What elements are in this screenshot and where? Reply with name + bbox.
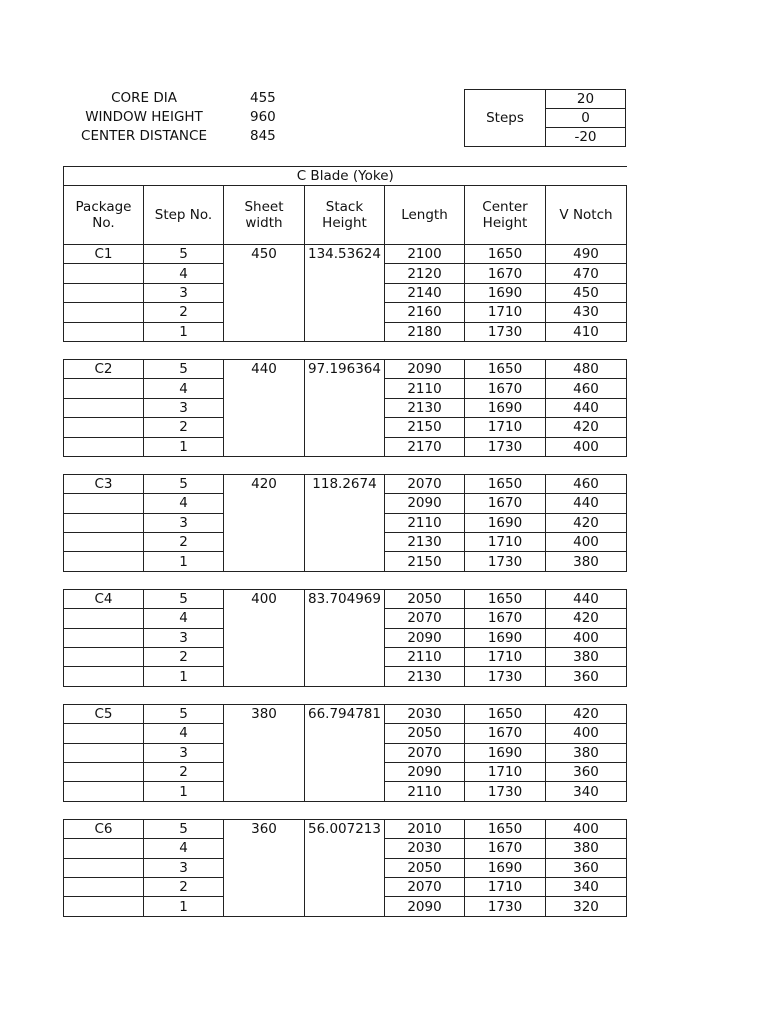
length-cell: 2110 [385, 379, 465, 398]
sheet-width-cell [224, 437, 305, 456]
center-height-cell: 1730 [465, 782, 546, 801]
param-value: 960 [250, 109, 276, 125]
step-no-cell: 1 [144, 782, 224, 801]
stack-height-cell: 66.794781 [305, 704, 385, 723]
stack-height-cell [305, 322, 385, 341]
length-cell: 2130 [385, 533, 465, 552]
step-no-cell: 1 [144, 322, 224, 341]
step-no-cell: 2 [144, 303, 224, 322]
param-label: WINDOW HEIGHT [85, 109, 203, 125]
package-no-cell: C2 [64, 359, 144, 378]
v-notch-cell: 420 [546, 513, 627, 532]
sheet-width-cell [224, 724, 305, 743]
stack-height-cell [305, 283, 385, 302]
sheet-width-cell [224, 533, 305, 552]
length-cell: 2130 [385, 667, 465, 686]
package-no-cell [64, 609, 144, 628]
sheet-width-cell [224, 877, 305, 896]
center-height-cell: 1690 [465, 513, 546, 532]
stack-height-cell [305, 379, 385, 398]
table-row [64, 839, 627, 858]
step-no-cell: 3 [144, 858, 224, 877]
table-row [64, 418, 627, 437]
package-no-cell [64, 494, 144, 513]
table-row [64, 667, 627, 686]
step-no-cell: 2 [144, 533, 224, 552]
package-no-cell [64, 513, 144, 532]
stack-height-header: Stack Height [305, 186, 385, 245]
step-no-cell: 1 [144, 552, 224, 571]
v-notch-cell: 380 [546, 743, 627, 762]
center-height-cell: 1670 [465, 379, 546, 398]
v-notch-cell: 400 [546, 819, 627, 838]
length-cell: 2110 [385, 513, 465, 532]
spacer-cell [64, 341, 627, 359]
stack-height-cell: 118.2674 [305, 474, 385, 493]
sheet-width-cell [224, 398, 305, 417]
step-no-cell: 5 [144, 819, 224, 838]
stack-height-cell [305, 494, 385, 513]
length-cell: 2090 [385, 628, 465, 647]
center-height-cell: 1650 [465, 589, 546, 608]
sheet-width-cell [224, 762, 305, 781]
sheet-width-cell [224, 418, 305, 437]
stack-height-cell [305, 897, 385, 916]
step-no-cell: 5 [144, 245, 224, 264]
length-cell: 2050 [385, 589, 465, 608]
package-no-cell [64, 322, 144, 341]
package-no-cell: C6 [64, 819, 144, 838]
length-cell: 2100 [385, 245, 465, 264]
table-row [64, 858, 627, 877]
package-no-cell [64, 897, 144, 916]
stack-height-cell: 56.007213 [305, 819, 385, 838]
stack-height-cell [305, 648, 385, 667]
step-no-header: Step No. [144, 186, 224, 245]
table-header-row [64, 186, 627, 245]
package-no-cell [64, 283, 144, 302]
center-height-cell: 1710 [465, 303, 546, 322]
table-row [64, 245, 627, 264]
step-no-cell: 5 [144, 704, 224, 723]
stack-height-cell: 97.196364 [305, 359, 385, 378]
step-no-cell: 2 [144, 762, 224, 781]
step-no-cell: 3 [144, 513, 224, 532]
step-no-cell: 1 [144, 897, 224, 916]
center-height-cell: 1690 [465, 628, 546, 647]
stack-height-cell [305, 724, 385, 743]
param-label: CENTER DISTANCE [81, 128, 207, 144]
v-notch-cell: 360 [546, 762, 627, 781]
sheet-width-cell: 380 [224, 704, 305, 723]
package-spacer [64, 341, 627, 359]
center-height-cell: 1670 [465, 839, 546, 858]
length-cell: 2030 [385, 839, 465, 858]
step-no-cell: 4 [144, 724, 224, 743]
center-height-header: Center Height [465, 186, 546, 245]
sheet-width-cell [224, 513, 305, 532]
stack-height-cell [305, 533, 385, 552]
package-no-cell [64, 418, 144, 437]
center-height-cell: 1650 [465, 474, 546, 493]
v-notch-cell: 490 [546, 245, 627, 264]
package-no-cell [64, 264, 144, 283]
v-notch-cell: 450 [546, 283, 627, 302]
v-notch-cell: 360 [546, 858, 627, 877]
steps-table [464, 89, 626, 147]
step-no-cell: 5 [144, 359, 224, 378]
center-height-cell: 1670 [465, 494, 546, 513]
table-row [64, 877, 627, 896]
sheet-width-cell [224, 648, 305, 667]
length-cell: 2140 [385, 283, 465, 302]
table-row [64, 609, 627, 628]
length-cell: 2160 [385, 303, 465, 322]
package-no-cell: C4 [64, 589, 144, 608]
length-cell: 2050 [385, 858, 465, 877]
step-no-cell: 4 [144, 609, 224, 628]
table-row [64, 743, 627, 762]
v-notch-cell: 440 [546, 589, 627, 608]
param-value: 455 [250, 90, 276, 106]
length-cell: 2090 [385, 897, 465, 916]
step-no-cell: 2 [144, 877, 224, 896]
center-height-cell: 1710 [465, 648, 546, 667]
steps-label: Steps [465, 90, 546, 147]
center-height-cell: 1710 [465, 877, 546, 896]
center-height-cell: 1730 [465, 667, 546, 686]
table-row [64, 819, 627, 838]
v-notch-cell: 420 [546, 418, 627, 437]
length-cell: 2070 [385, 609, 465, 628]
table-row [64, 283, 627, 302]
sheet-width-cell [224, 897, 305, 916]
table-row [64, 552, 627, 571]
length-cell: 2070 [385, 474, 465, 493]
stack-height-cell [305, 418, 385, 437]
stack-height-cell [305, 552, 385, 571]
center-height-cell: 1710 [465, 762, 546, 781]
package-no-cell [64, 533, 144, 552]
length-cell: 2090 [385, 762, 465, 781]
table-row [64, 264, 627, 283]
sheet-width-cell: 360 [224, 819, 305, 838]
table-row [64, 648, 627, 667]
package-no-cell [64, 398, 144, 417]
v-notch-cell: 400 [546, 437, 627, 456]
length-header: Length [385, 186, 465, 245]
v-notch-cell: 340 [546, 782, 627, 801]
table-row [64, 322, 627, 341]
sheet-width-cell [224, 379, 305, 398]
spacer-cell [64, 686, 627, 704]
table-row [64, 303, 627, 322]
stack-height-cell [305, 839, 385, 858]
package-no-cell [64, 782, 144, 801]
center-height-cell: 1730 [465, 322, 546, 341]
length-cell: 2150 [385, 552, 465, 571]
stack-height-cell [305, 513, 385, 532]
length-cell: 2030 [385, 704, 465, 723]
table-row [64, 589, 627, 608]
step-no-cell: 4 [144, 264, 224, 283]
package-no-cell [64, 628, 144, 647]
v-notch-cell: 380 [546, 552, 627, 571]
center-height-cell: 1670 [465, 609, 546, 628]
sheet-width-cell [224, 839, 305, 858]
stack-height-cell [305, 858, 385, 877]
table-row [64, 379, 627, 398]
center-height-cell: 1670 [465, 724, 546, 743]
center-height-cell: 1690 [465, 743, 546, 762]
stack-height-cell: 83.704969 [305, 589, 385, 608]
step-no-cell: 3 [144, 283, 224, 302]
v-notch-cell: 400 [546, 628, 627, 647]
table-row [64, 897, 627, 916]
stack-height-cell [305, 437, 385, 456]
step-no-cell: 5 [144, 474, 224, 493]
spacer-cell [64, 571, 627, 589]
sheet-width-cell [224, 858, 305, 877]
package-no-cell [64, 743, 144, 762]
length-cell: 2130 [385, 398, 465, 417]
step-no-cell: 1 [144, 437, 224, 456]
v-notch-cell: 470 [546, 264, 627, 283]
table-row [64, 474, 627, 493]
center-height-cell: 1690 [465, 398, 546, 417]
spacer-cell [64, 456, 627, 474]
v-notch-cell: 460 [546, 379, 627, 398]
package-no-cell [64, 839, 144, 858]
v-notch-cell: 320 [546, 897, 627, 916]
v-notch-cell: 460 [546, 474, 627, 493]
package-no-cell [64, 724, 144, 743]
table-title: C Blade (Yoke) [64, 167, 627, 186]
param-value: 845 [250, 128, 276, 144]
step-no-cell: 4 [144, 379, 224, 398]
table-row [64, 513, 627, 532]
package-no-cell [64, 437, 144, 456]
step-no-cell: 4 [144, 494, 224, 513]
sheet-width-cell [224, 628, 305, 647]
package-no-cell [64, 762, 144, 781]
package-no-cell: C5 [64, 704, 144, 723]
table-row [64, 762, 627, 781]
center-height-cell: 1730 [465, 897, 546, 916]
sheet-width-cell [224, 494, 305, 513]
step-no-cell: 3 [144, 743, 224, 762]
center-height-cell: 1650 [465, 245, 546, 264]
stack-height-cell [305, 743, 385, 762]
step-no-cell: 5 [144, 589, 224, 608]
sheet-width-cell [224, 609, 305, 628]
package-no-cell [64, 379, 144, 398]
length-cell: 2070 [385, 743, 465, 762]
stack-height-cell [305, 303, 385, 322]
stack-height-cell [305, 667, 385, 686]
v-notch-cell: 400 [546, 724, 627, 743]
c-blade-yoke-table [63, 166, 627, 917]
sheet-width-cell [224, 552, 305, 571]
sheet-width-cell: 440 [224, 359, 305, 378]
table-row [64, 704, 627, 723]
table-row [64, 724, 627, 743]
length-cell: 2070 [385, 877, 465, 896]
step-no-cell: 3 [144, 398, 224, 417]
sheet-width-cell [224, 303, 305, 322]
v-notch-cell: 420 [546, 704, 627, 723]
length-cell: 2090 [385, 494, 465, 513]
table-row [64, 782, 627, 801]
steps-value: 0 [546, 109, 626, 128]
center-height-cell: 1690 [465, 283, 546, 302]
length-cell: 2090 [385, 359, 465, 378]
v-notch-cell: 440 [546, 398, 627, 417]
package-no-cell [64, 667, 144, 686]
spacer-cell [64, 801, 627, 819]
steps-value: 20 [546, 90, 626, 109]
length-cell: 2170 [385, 437, 465, 456]
stack-height-cell [305, 762, 385, 781]
length-cell: 2150 [385, 418, 465, 437]
center-height-cell: 1650 [465, 359, 546, 378]
package-no-cell [64, 858, 144, 877]
step-no-cell: 2 [144, 418, 224, 437]
table-row [64, 398, 627, 417]
v-notch-cell: 410 [546, 322, 627, 341]
v-notch-cell: 400 [546, 533, 627, 552]
package-no-cell [64, 303, 144, 322]
sheet-width-cell [224, 322, 305, 341]
v-notch-cell: 380 [546, 648, 627, 667]
center-height-cell: 1710 [465, 418, 546, 437]
length-cell: 2180 [385, 322, 465, 341]
package-spacer [64, 456, 627, 474]
package-spacer [64, 801, 627, 819]
package-no-cell: C3 [64, 474, 144, 493]
step-no-cell: 2 [144, 648, 224, 667]
table-row [64, 359, 627, 378]
stack-height-cell [305, 877, 385, 896]
table-row [64, 628, 627, 647]
stack-height-cell [305, 609, 385, 628]
sheet-width-cell [224, 264, 305, 283]
package-no-cell [64, 552, 144, 571]
length-cell: 2110 [385, 648, 465, 667]
package-no-cell [64, 648, 144, 667]
sheet-width-cell [224, 743, 305, 762]
package-spacer [64, 686, 627, 704]
sheet-width-cell [224, 667, 305, 686]
center-height-cell: 1650 [465, 819, 546, 838]
package-no-header: Package No. [64, 186, 144, 245]
stack-height-cell: 134.53624 [305, 245, 385, 264]
package-spacer [64, 571, 627, 589]
step-no-cell: 3 [144, 628, 224, 647]
sheet-width-cell [224, 782, 305, 801]
v-notch-cell: 360 [546, 667, 627, 686]
length-cell: 2110 [385, 782, 465, 801]
center-height-cell: 1730 [465, 552, 546, 571]
step-no-cell: 1 [144, 667, 224, 686]
length-cell: 2010 [385, 819, 465, 838]
table-row [64, 437, 627, 456]
v-notch-cell: 380 [546, 839, 627, 858]
center-height-cell: 1650 [465, 704, 546, 723]
step-no-cell: 4 [144, 839, 224, 858]
stack-height-cell [305, 264, 385, 283]
length-cell: 2120 [385, 264, 465, 283]
sheet-width-header: Sheet width [224, 186, 305, 245]
v-notch-cell: 430 [546, 303, 627, 322]
steps-value: -20 [546, 128, 626, 147]
sheet-width-cell: 450 [224, 245, 305, 264]
stack-height-cell [305, 782, 385, 801]
sheet-width-cell [224, 283, 305, 302]
v-notch-cell: 340 [546, 877, 627, 896]
center-height-cell: 1670 [465, 264, 546, 283]
v-notch-cell: 440 [546, 494, 627, 513]
sheet-width-cell: 420 [224, 474, 305, 493]
package-no-cell [64, 877, 144, 896]
stack-height-cell [305, 398, 385, 417]
package-no-cell: C1 [64, 245, 144, 264]
v-notch-cell: 480 [546, 359, 627, 378]
param-label: CORE DIA [111, 90, 177, 106]
table-row [64, 494, 627, 513]
v-notch-cell: 420 [546, 609, 627, 628]
sheet-width-cell: 400 [224, 589, 305, 608]
center-height-cell: 1730 [465, 437, 546, 456]
center-height-cell: 1710 [465, 533, 546, 552]
table-row [64, 533, 627, 552]
stack-height-cell [305, 628, 385, 647]
v-notch-header: V Notch [546, 186, 627, 245]
length-cell: 2050 [385, 724, 465, 743]
center-height-cell: 1690 [465, 858, 546, 877]
